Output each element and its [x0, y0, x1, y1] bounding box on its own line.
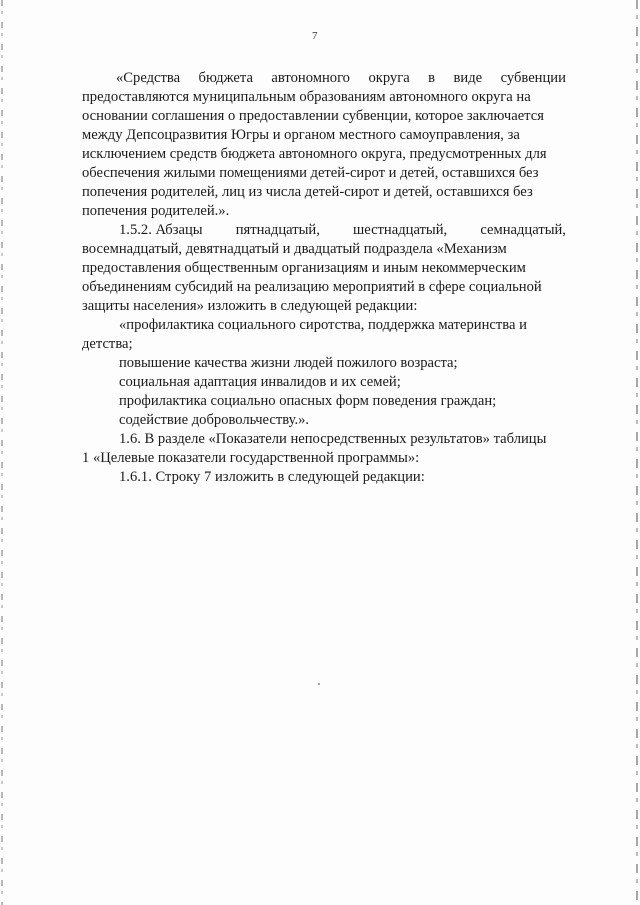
paragraph-line-8: попечения родителей.».	[82, 203, 230, 219]
paragraph-line-6: обеспечения жилыми помещениями детей-сирот и детей, оставшихся без	[82, 165, 539, 181]
paragraph-line-2: предоставляются муниципальным образованиям автономного округа на	[82, 89, 531, 105]
paragraph-line-4: между Депсоцразвития Югры и органом местного самоуправления, за	[82, 127, 520, 143]
paragraph-line-21: 1 «Целевые показатели государственной программы»:	[82, 450, 420, 466]
page-number: 7	[312, 30, 318, 42]
scan-speck	[318, 683, 320, 685]
word: автономного	[271, 70, 350, 86]
scan-edge-left	[1, 0, 3, 905]
paragraph-line-18: профилактика социально опасных форм поведения граждан;	[119, 393, 497, 409]
word: 1.5.2. Абзацы	[119, 222, 203, 238]
paragraph-line-11: предоставления общественным организациям и иным некоммерческим	[82, 260, 526, 276]
paragraph-line-14: «профилактика социального сиротства, поддержка материнства и	[119, 317, 527, 333]
paragraph-line-10: восемнадцатый, девятнадцатый и двадцатый подраздела «Механизм	[82, 241, 507, 257]
paragraph-line-22: 1.6.1. Строку 7 изложить в следующей редакции:	[119, 469, 425, 485]
paragraph-line-7: попечения родителей, лиц из числа детей-сирот и детей, оставшихся без	[82, 184, 533, 200]
paragraph-line-9	[82, 221, 566, 240]
word: субвенции	[500, 70, 566, 86]
document-body	[82, 69, 566, 487]
paragraph-line-16: повышение качества жизни людей пожилого возраста;	[119, 355, 458, 371]
paragraph-line-3: основании соглашения о предоставлении субвенции, которое заключается	[82, 108, 544, 124]
paragraph-line-12: объединениям субсидий на реализацию мероприятий в сфере социальной	[82, 279, 542, 295]
paragraph-line-19: содействие добровольчеству.».	[119, 412, 310, 428]
word: округа	[368, 70, 410, 86]
paragraph-line-13: защиты населения» изложить в следующей редакции:	[82, 298, 418, 314]
paragraph-line-1	[82, 69, 566, 88]
word: бюджета	[198, 70, 253, 86]
paragraph-line-20: 1.6. В разделе «Показатели непосредственных результатов» таблицы	[119, 431, 547, 447]
paragraph-line-5: исключением средств бюджета автономного округа, предусмотренных для	[82, 146, 547, 162]
paragraph-line-15: детства;	[82, 336, 133, 352]
word: пятнадцатый,	[235, 222, 320, 238]
word: виде	[453, 70, 483, 86]
word: семнадцатый,	[480, 222, 566, 238]
scan-edge-right	[636, 0, 638, 905]
word: в	[428, 70, 436, 86]
word: «Средства	[116, 70, 181, 86]
paragraph-line-17: социальная адаптация инвалидов и их семей;	[119, 374, 401, 390]
word: шестнадцатый,	[353, 222, 448, 238]
